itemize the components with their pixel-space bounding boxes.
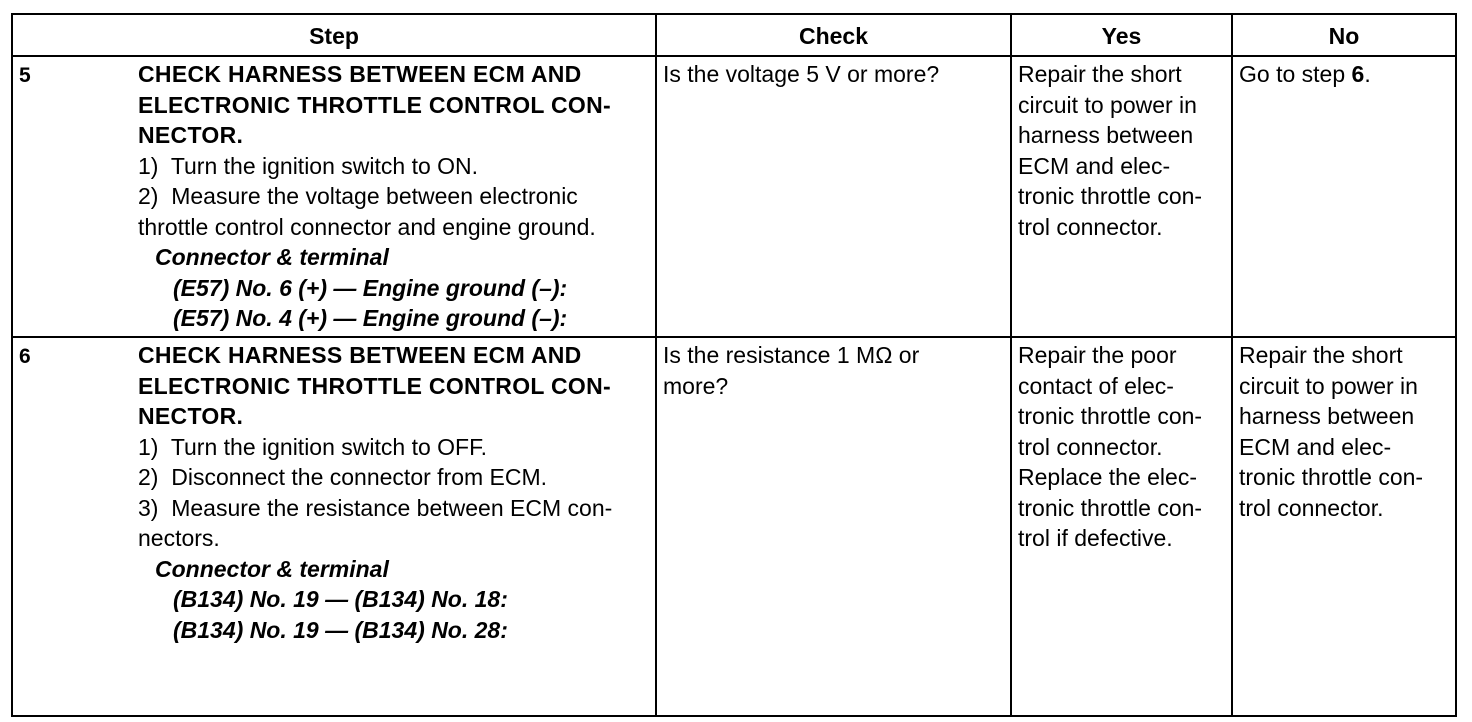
header-no: No	[1232, 14, 1456, 56]
no-cell	[1232, 337, 1456, 716]
step-description-cell	[134, 56, 656, 337]
no-suffix: .	[1364, 61, 1371, 87]
check-text: Is the voltage 5 V or more?	[663, 61, 940, 87]
step-title-line: ELECTRONIC THROTTLE CONTROL CON-	[138, 91, 611, 118]
no-cell	[1232, 56, 1456, 337]
yes-line: trol connector.	[1018, 433, 1163, 460]
no-line: trol connector.	[1239, 494, 1384, 521]
terminal-spec: (B134) No. 19 — (B134) No. 18:	[173, 586, 508, 612]
yes-line: Replace the elec-	[1018, 464, 1197, 490]
step-reference-link[interactable]: 6	[1351, 61, 1365, 87]
yes-line: tronic throttle con-	[1018, 403, 1203, 429]
check-cell	[656, 56, 1011, 337]
step-number: 6	[19, 345, 31, 368]
yes-line: circuit to power in	[1018, 91, 1197, 118]
no-line: circuit to power in	[1239, 372, 1418, 399]
no-text	[1239, 59, 1449, 90]
header-yes: Yes	[1011, 14, 1232, 56]
yes-cell	[1011, 337, 1232, 716]
yes-line: harness between	[1018, 122, 1194, 148]
terminal-spec: (E57) No. 6 (+) — Engine ground (–):	[173, 274, 568, 301]
instruction-line: nectors.	[138, 525, 220, 551]
step-title-line: CHECK HARNESS BETWEEN ECM AND	[138, 342, 582, 368]
no-line: harness between	[1239, 403, 1415, 429]
step-title-line: NECTOR.	[138, 122, 244, 148]
yes-line: Repair the poor	[1018, 342, 1177, 368]
yes-line: contact of elec-	[1018, 372, 1174, 399]
step-number-cell	[12, 56, 134, 337]
instruction-line: 2) Disconnect the connector from ECM.	[138, 464, 548, 490]
yes-line: ECM and elec-	[1018, 152, 1171, 179]
step-title-line: CHECK HARNESS BETWEEN ECM AND	[138, 61, 582, 87]
no-line: ECM and elec-	[1239, 433, 1392, 460]
step-title-line: NECTOR.	[138, 403, 244, 429]
no-line: Repair the short	[1239, 342, 1403, 368]
yes-line: trol connector.	[1018, 213, 1163, 240]
check-cell	[656, 337, 1011, 716]
no-line: tronic throttle con-	[1239, 464, 1424, 490]
header-check: Check	[656, 14, 1011, 56]
yes-line: Repair the short	[1018, 61, 1182, 87]
yes-line: tronic throttle con-	[1018, 494, 1203, 521]
step-number: 5	[19, 64, 31, 87]
check-text: more?	[663, 372, 729, 399]
header-step: Step	[12, 14, 656, 56]
step-title-line: ELECTRONIC THROTTLE CONTROL CON-	[138, 372, 611, 399]
terminal-spec: (E57) No. 4 (+) — Engine ground (–):	[173, 305, 568, 331]
table-row	[12, 337, 1456, 716]
yes-line: trol if defective.	[1018, 525, 1173, 551]
step-number-cell	[12, 337, 134, 716]
header-row	[12, 14, 1456, 56]
step-description-cell	[134, 337, 656, 716]
terminal-spec: (B134) No. 19 — (B134) No. 28:	[173, 616, 508, 643]
instruction-line: 3) Measure the resistance between ECM con-	[138, 494, 613, 521]
diagnostic-table	[11, 13, 1457, 717]
check-text: Is the resistance 1 MΩ or	[663, 342, 920, 368]
instruction-line: throttle control connector and engine ground.	[138, 213, 596, 240]
instruction-line: 1) Turn the ignition switch to ON.	[138, 152, 479, 179]
connector-heading: Connector & terminal	[155, 555, 389, 582]
instruction-line: 1) Turn the ignition switch to OFF.	[138, 433, 487, 460]
connector-heading: Connector & terminal	[155, 244, 389, 270]
yes-line: tronic throttle con-	[1018, 183, 1203, 209]
yes-cell	[1011, 56, 1232, 337]
instruction-line: 2) Measure the voltage between electronic	[138, 183, 578, 209]
no-prefix: Go to step	[1239, 61, 1352, 87]
table-row	[12, 56, 1456, 337]
